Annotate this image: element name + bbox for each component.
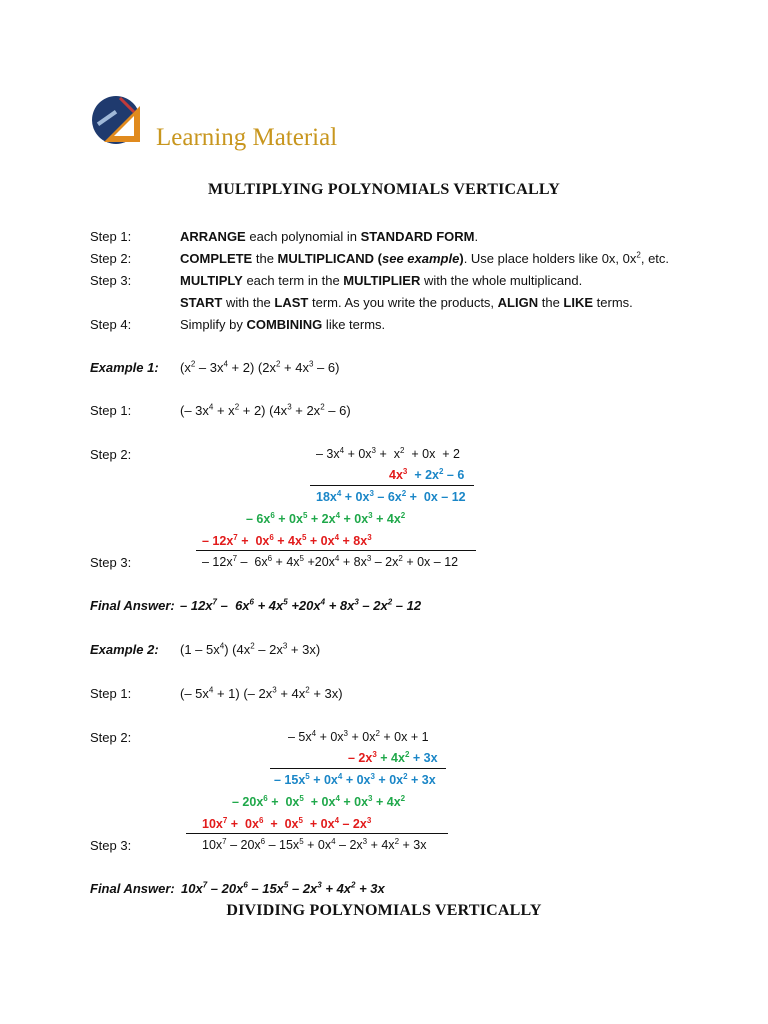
example1-problem: $(x^2 - 3x^4 + 2) (2x^2 + 4x^3 - 6)$ [180, 359, 340, 375]
page-title: MULTIPLYING POLYNOMIALS VERTICALLY [207, 181, 561, 198]
step4-text: Simplify by COMBINING like terms. [180, 317, 386, 332]
ex2-rule-1 [270, 768, 446, 769]
ex2-step1-label: Step 1: [90, 686, 132, 701]
ex2-product-3: $10x^7 + 0x^6 + 0x^5 + 0x^4 - 2x^3$ [202, 815, 372, 831]
ex1-multiplicand: – $3x^4 + 0x^3 + x^2 + 0x + 2$ [316, 445, 461, 461]
step2-label: Step 2: [90, 251, 132, 266]
section-title-dividing: DIVIDING POLYNOMIALS VERTICALLY [226, 902, 542, 919]
ex1-product-1: $18x^4 + 0x^3 - 6x^2 + 0x - 12$ [316, 488, 466, 504]
ex2-step3-label: Step 3: [90, 838, 132, 853]
example2-problem: $(1 - 5x^4)$ $(4x^2 - 2x^3 + 3x)$ [180, 641, 321, 657]
ex1-rule-2 [196, 550, 476, 551]
ex1-step1-expr: (– $3x^4 + x^2 + 2$) $(4x^3 + 2x^2 - 6)$ [180, 402, 351, 418]
ex2-product-2: – $20x^6 + 0x^5 + 0x^4 + 0x^3 + 4x^2$ [232, 793, 406, 809]
ex2-product-1: – $15x^5 + 0x^4 + 0x^3 + 0x^2 + 3x$ [274, 771, 436, 787]
step3-label: Step 3: [90, 273, 132, 288]
step4-label: Step 4: [90, 317, 132, 332]
ex1-sum: – $12x^7 - 6x^6 + 4x^5 +20x^4 + 8x^3 - 2x^2 + 0x - 12$ [202, 553, 459, 569]
ex2-rule-2 [186, 833, 448, 834]
example2-label: Example 2: [90, 642, 159, 657]
ex1-step2-label: Step 2: [90, 447, 132, 462]
ex2-multiplier: – $2x^3 + 4x^2 + 3x$ [348, 749, 438, 765]
ex1-product-3: – $12x^7 + 0x^6 + 4x^5 + 0x^4 + 8x^3$ [202, 532, 372, 548]
ex2-sum: $10x^7 - 20x^6 - 15x^5 + 0x^4 - 2x^3 + 4x^2 + 3x$ [202, 836, 427, 852]
ex2-final-answer: $10x^7 - 20x^6 - 15x^5 - 2x^3 + 4x^2 + 3x$ [181, 880, 385, 896]
step1-text: ARRANGE each polynomial in STANDARD FORM. [180, 229, 479, 244]
logo-icon [90, 92, 146, 148]
example1-label: Example 1: [90, 360, 159, 375]
ex1-rule-1 [310, 485, 474, 486]
step3-text-cont: START with the LAST term. As you write the products, ALIGN the LIKE terms. [180, 295, 633, 310]
ex2-final-label: Final Answer: [90, 881, 175, 896]
ex2-multiplicand: – $5x^4 + 0x^3 + 0x^2 + 0x + 1$ [288, 728, 429, 744]
ex1-multiplier: $4x^3 + 2x^2 - 6$ [389, 466, 465, 482]
ex1-final-answer: – $12x^7 - 6x^6 + 4x^5 +20x^4 + 8x^3 - 2x^2 - 12$ [180, 597, 422, 613]
brand-title: Learning Material [156, 124, 338, 151]
step2-text: COMPLETE the MULTIPLICAND (see example). Use place holders like 0x, $0x^2$, etc. [180, 250, 670, 266]
ex1-step1-label: Step 1: [90, 403, 132, 418]
ex2-step2-label: Step 2: [90, 730, 132, 745]
ex1-final-label: Final Answer: [90, 598, 175, 613]
ex2-step1-expr: (– $5x^4 + 1$) (– $2x^3 + 4x^2 + 3x$) [180, 685, 343, 701]
ex1-product-2: – $6x^6 + 0x^5 + 2x^4 + 0x^3 + 4x^2$ [246, 510, 406, 526]
step1-label: Step 1: [90, 229, 132, 244]
step3-text: MULTIPLY each term in the MULTIPLIER with the whole multiplicand. [180, 273, 583, 288]
ex1-step3-label: Step 3: [90, 555, 132, 570]
